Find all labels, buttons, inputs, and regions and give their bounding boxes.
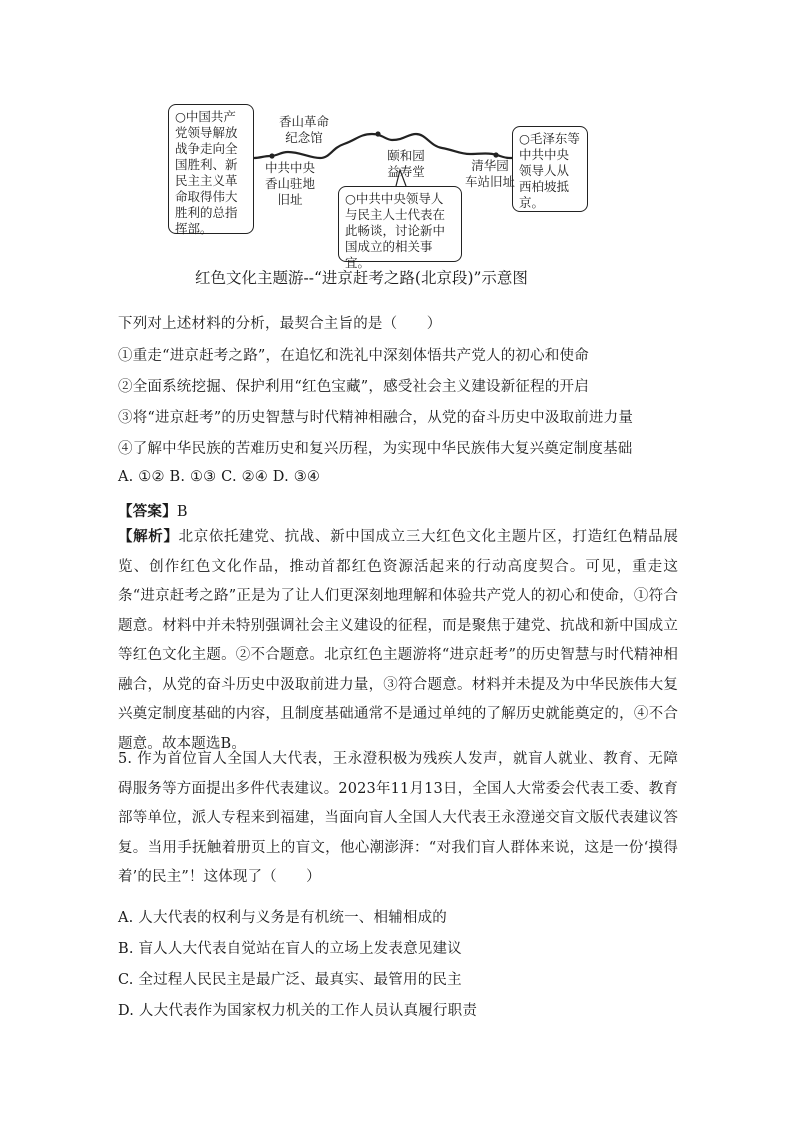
route-diagram [160, 100, 600, 270]
analysis-text: 北京依托建党、抗战、新中国成立三大红色文化主题片区，打造红色精品展览、创作红色文化作品，推动首都红色资源活起来的行动高度契合。可见，重走这条“进京赶考之路”正是为了让人们更深刻地理解和体验共产党人的初心和使命，①符合题意。材料中并未特别强调社会主义建设的征程，而是聚焦于建党、抗战和新中国成立等红色文化主题。②不合题意。北京红色主题游将“进京赶考”的历史智慧与时代精神相融合，从党的奋斗历史中汲取前进力量，③符合题意。材料并未提及为中华民族伟大复兴奠定制度基础的内容，且制度基础通常不是通过单纯的了解历史就能奠定的，④不合题意。故本题选B。 [118, 529, 678, 752]
q5-option-d: D. 人大代表作为国家权力机关的工作人员认真履行职责 [118, 1003, 478, 1019]
place-yiheyuan: 颐和园 益寿堂 [387, 148, 425, 179]
place-qinghua-station: 清华园 车站旧址 [464, 158, 515, 189]
answer-label: 【答案】 [118, 503, 177, 520]
question-stem: 下列对上述材料的分析，最契合主旨的是（ ） [118, 316, 442, 332]
analysis-label: 【解析】 [118, 528, 179, 545]
answer-line [118, 500, 188, 521]
answer-choices: A. ①② B. ①③ C. ②④ D. ③④ [118, 469, 321, 485]
place-xiangshan-memorial: 香山革命 纪念馆 [278, 114, 329, 145]
option-4: ④了解中华民族的苦难历史和复兴历程，为实现中华民族伟大复兴奠定制度基础 [118, 441, 633, 457]
q5-option-b: B. 盲人人大代表自觉站在盲人的立场上发表意见建议 [118, 941, 462, 957]
place-zhonggong-site: 中共中央 香山驻地 旧址 [264, 160, 315, 207]
option-2: ②全面系统挖掘、保护利用“红色宝藏”，感受社会主义建设新征程的开启 [118, 379, 589, 395]
q5-option-c: C. 全过程人民民主是最广泛、最真实、最管用的民主 [118, 972, 462, 988]
callout-leaders-arrive: ○毛泽东等中共中央领导人从西柏坡抵京。 [512, 126, 588, 212]
diagram-caption: 红色文化主题游--“进京赶考之路(北京段)”示意图 [195, 269, 528, 287]
q5-option-a: A. 人大代表的权利与义务是有机统一、相辅相成的 [118, 910, 447, 926]
analysis-paragraph [118, 522, 678, 759]
question5-stem: 5. 作为首位盲人全国人大代表，王永澄积极为残疾人发声，就盲人就业、教育、无障碍服务等方面提出多件代表建议。2023年11月13日，全国人大常委会代表工委、教育部等单位，派人专程来到福建，当面向盲人全国人大代表王永澄递交盲文版代表建议答复。当用手抚触着册页上的盲文，他心潮澎湃：“对我们盲人群体来说，这是一份‘摸得着’的民主”！这体现了（ ） [118, 751, 678, 885]
answer-value: B [176, 504, 188, 520]
callout-discussion: ○中共中央领导人与民主人士代表在此畅谈，讨论新中国成立的相关事宜。 [338, 186, 462, 262]
option-1: ①重走“进京赶考之路”，在追忆和洗礼中深刻体悟共产党人的初心和使命 [118, 348, 589, 364]
callout-command-center: ○中国共产党领导解放战争走向全国胜利、新民主主义革命取得伟大胜利的总指挥部。 [168, 104, 254, 234]
option-3: ③将“进京赶考”的历史智慧与时代精神相融合，从党的奋斗历史中汲取前进力量 [118, 410, 634, 426]
